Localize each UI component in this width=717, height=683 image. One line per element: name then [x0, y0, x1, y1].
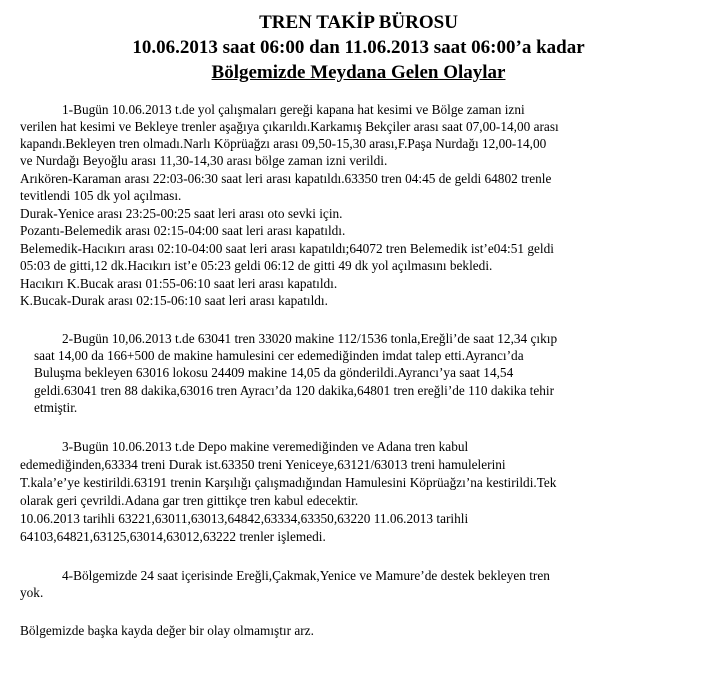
section-3-line-4: olarak geri çevrildi.Adana gar tren gittikçe tren kabul edecektir. — [20, 493, 359, 508]
section-1-line-4: ve Nurdağı Beyoğlu arası 11,30-14,30 arası bölge zaman izni verildi. — [20, 153, 388, 168]
section-1-line-7: Durak-Yenice arası 23:25-00:25 saat leri arası oto sevki için. — [20, 206, 343, 221]
section-4-line-1: 4-Bölgemizde 24 saat içerisinde Ereğli,Çakmak,Yenice ve Mamure’de destek bekleyen tren — [62, 568, 550, 583]
section-3-line-5: 10.06.2013 tarihli 63221,63011,63013,64842,63334,63350,63220 11.06.2013 tarihli — [20, 511, 469, 526]
section-4-line-2: yok. — [20, 585, 44, 600]
section-2-line-3: Buluşma bekleyen 63016 lokosu 24409 makine 14,05 da gönderildi.Ayrancı’ya saat 14,54 — [34, 365, 514, 380]
section-1-line-10: 05:03 de gitti,12 dk.Hacıkırı ist’e 05:23 geldi 06:12 de gitti 49 dk yol açılmasını bekledi. — [20, 258, 493, 273]
section-3-line-6: 64103,64821,63125,63014,63012,63222 trenler işlemedi. — [20, 529, 326, 544]
document-date-range: 10.06.2013 saat 06:00 dan 11.06.2013 saat 06:00’a kadar — [132, 37, 585, 58]
document-subtitle: Bölgemizde Meydana Gelen Olaylar — [211, 62, 506, 83]
section-1-line-11: Hacıkırı K.Bucak arası 01:55-06:10 saat leri arası kapatıldı. — [20, 276, 338, 291]
section-2-line-4: geldi.63041 tren 88 dakika,63016 tren Ayracı’da 120 dakika,64801 tren ereğli’de 110 dakika tehir — [34, 383, 555, 398]
section-1-line-5: Arıkören-Karaman arası 22:03-06:30 saat leri arası kapatıldı.63350 tren 04:45 de geldi 64802 trenle — [20, 171, 552, 186]
section-1-line-2: verilen hat kesimi ve Bekleye trenler aşağıya çıkarıldı.Karkamış Bekçiler arası saat 07,00-14,00 arası — [20, 119, 559, 134]
document-title: TREN TAKİP BÜROSU — [259, 12, 458, 33]
section-2-line-1: 2-Bugün 10,06.2013 t.de 63041 tren 33020 makine 112/1536 tonla,Ereğli’de saat 12,34 çıkıp — [62, 331, 558, 346]
section-1-line-1: 1-Bugün 10.06.2013 t.de yol çalışmaları gereği kapana hat kesimi ve Bölge zaman izni — [62, 102, 525, 117]
closing-statement: Bölgemizde başka kayda değer bir olay olmamıştır arz. — [20, 623, 314, 638]
section-3-line-2: edemediğinden,63334 treni Durak ist.63350 treni Yeniceye,63121/63013 treni hamulelerini — [20, 457, 506, 472]
section-1-line-8: Pozantı-Belemedik arası 02:15-04:00 saat leri arası kapatıldı. — [20, 223, 346, 238]
section-1-line-12: K.Bucak-Durak arası 02:15-06:10 saat leri arası kapatıldı. — [20, 293, 328, 308]
section-2-line-2: saat 14,00 da 166+500 de makine hamulesini cer edemediğinden imdat talep etti.Ayrancı’da — [34, 348, 524, 363]
section-3-line-3: T.kala’e’ye kestirildi.63191 trenin Karşılığı çalışmadığından Hamulesini Köprüağzı’na kestirildi.Tek — [20, 475, 557, 490]
section-2-line-5: etmiştir. — [34, 400, 78, 415]
section-1-line-6: tevitlendi 105 dk yol açılması. — [20, 188, 182, 203]
section-3-line-1: 3-Bugün 10.06.2013 t.de Depo makine veremediğinden ve Adana tren kabul — [62, 439, 469, 454]
section-1-line-9: Belemedik-Hacıkırı arası 02:10-04:00 saat leri arası kapatıldı;64072 tren Belemedik ist’e04:51 geldi — [20, 241, 554, 256]
section-1-line-3: kapandı.Bekleyen tren olmadı.Narlı Köprüağzı arası 09,50-15,30 arası,F.Paşa Nurdağı 12,00-14,00 — [20, 136, 547, 151]
